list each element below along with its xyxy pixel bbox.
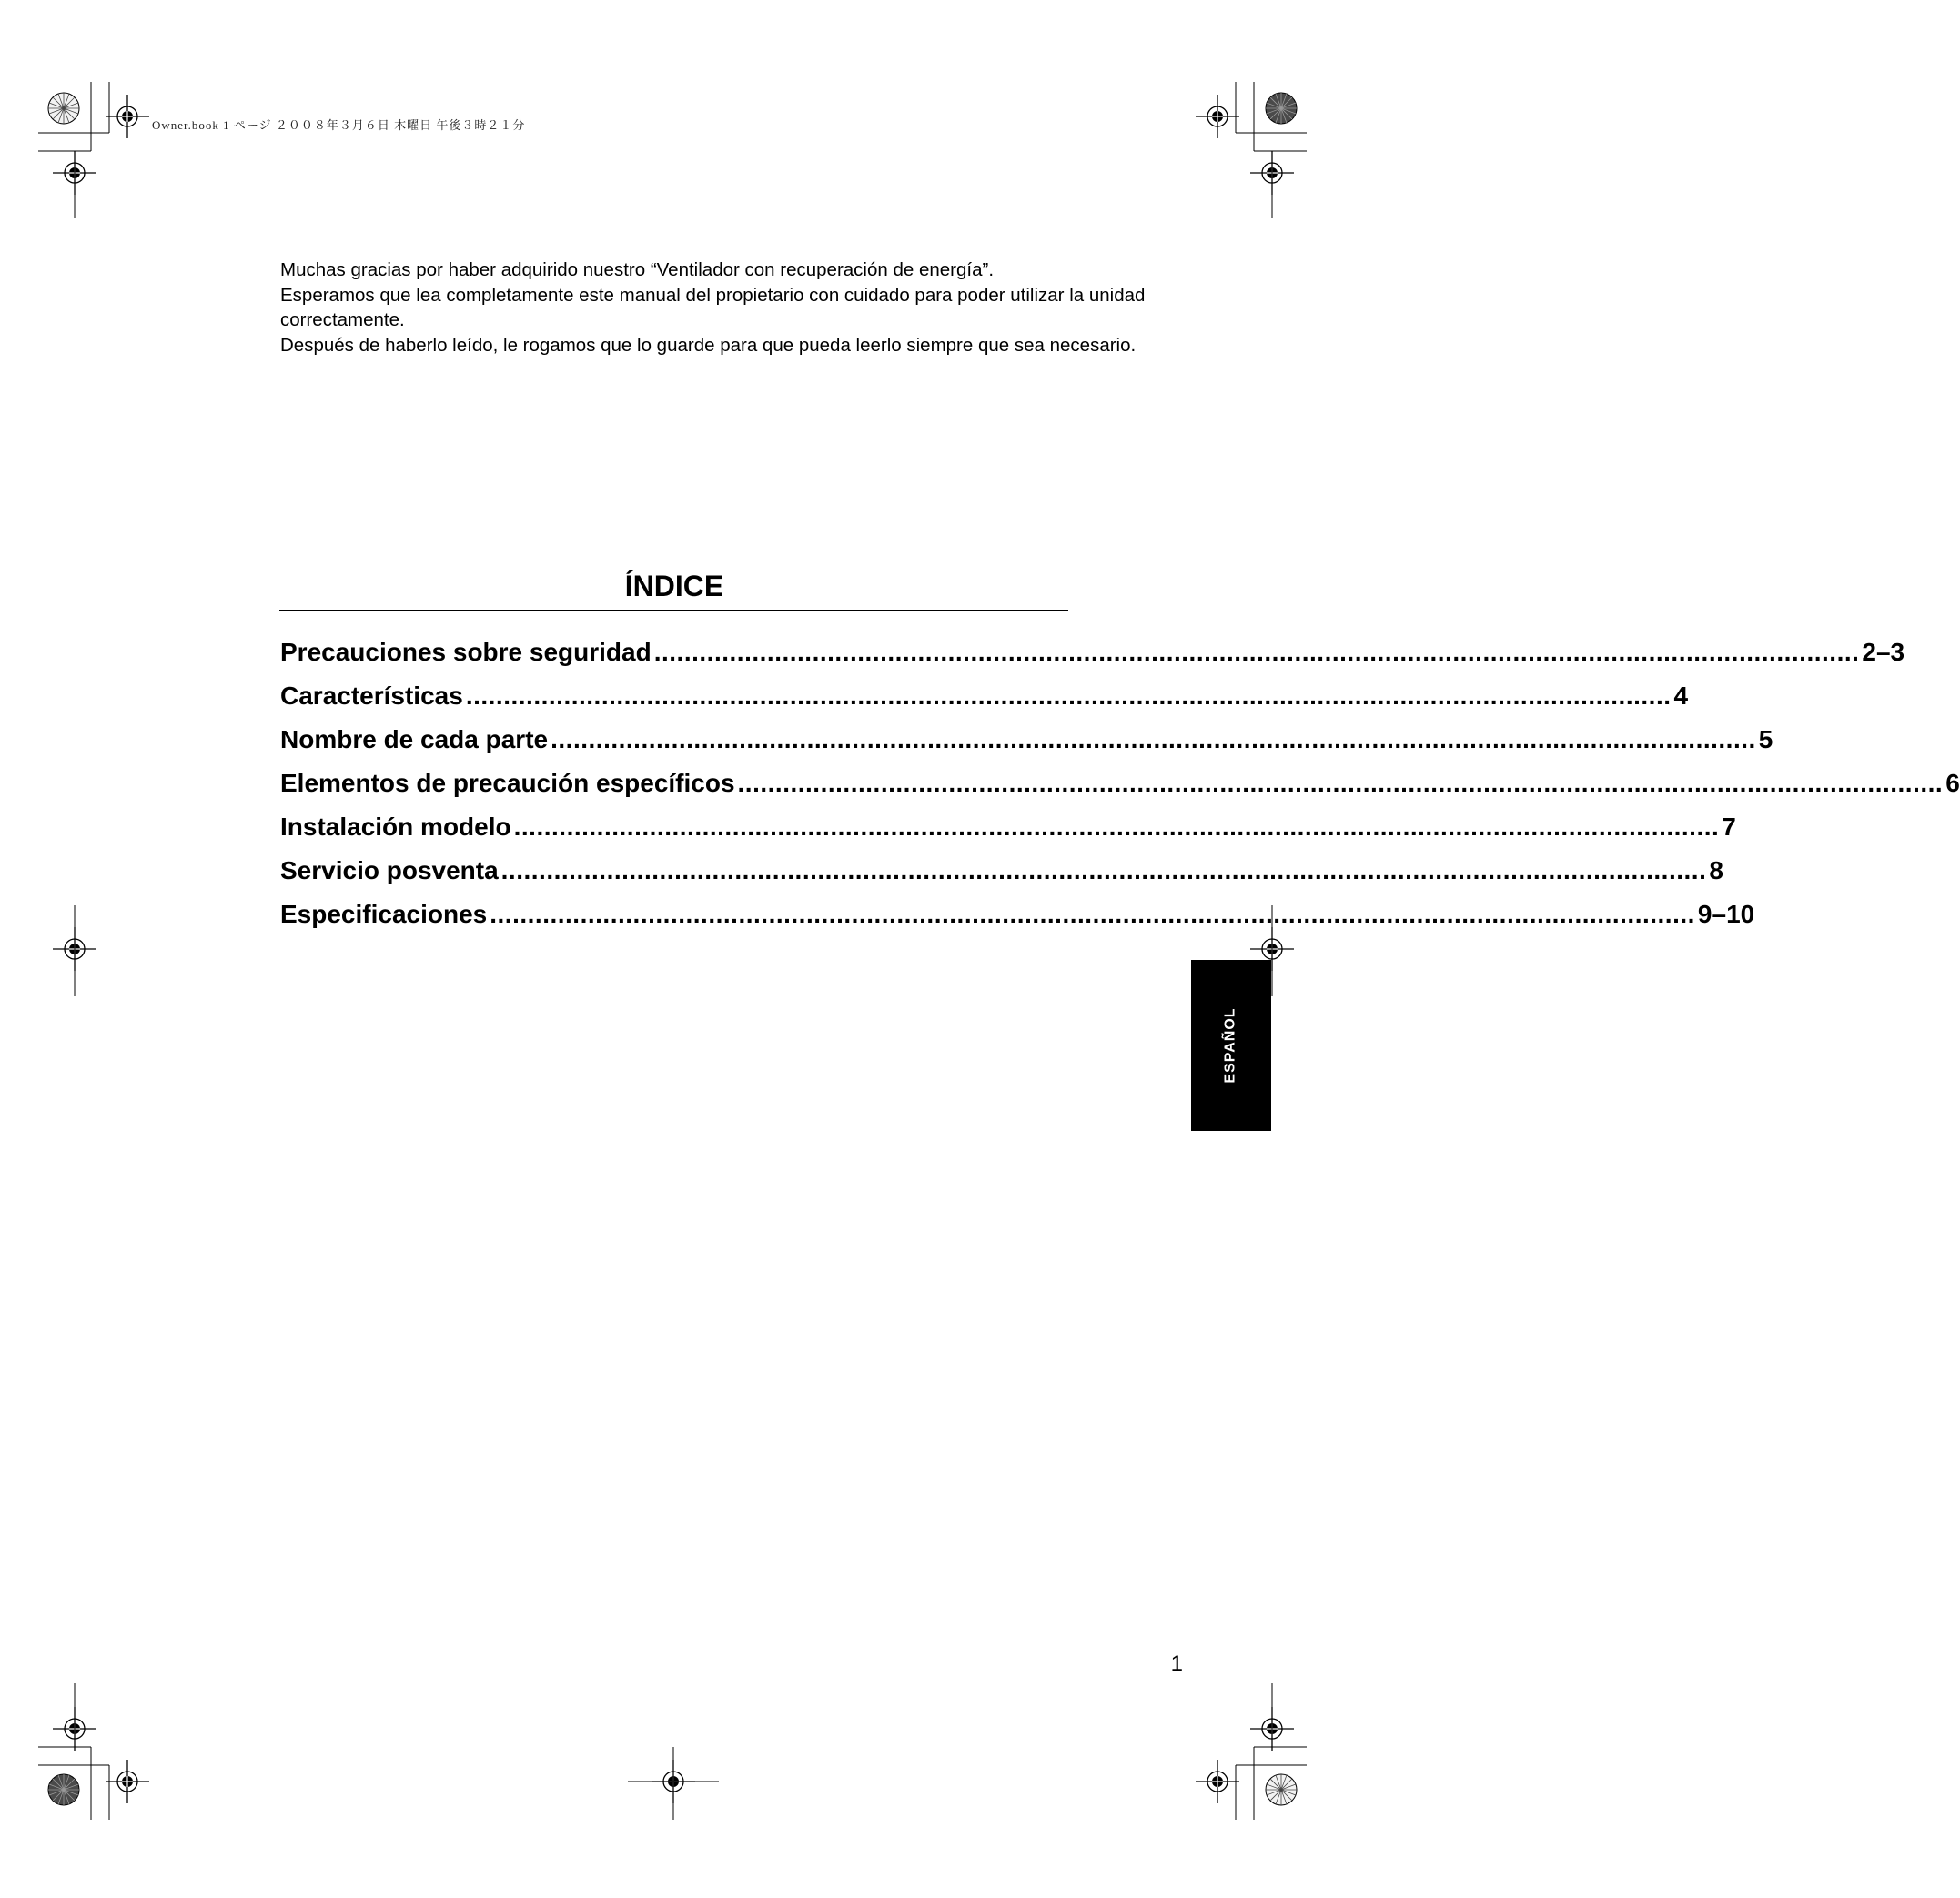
print-slug: Owner.book 1 ページ ２００８年３月６日 木曜日 午後３時２１分 [152,118,526,132]
toc-entry-page: 9–10 [1697,900,1755,928]
toc-entry[interactable] [280,634,1905,678]
intro-paragraph: Muchas gracias por haber adquirido nuestro “Ventilador con recuperación de energía”. [280,259,995,280]
toc-entry[interactable] [280,678,1689,722]
toc-entry[interactable] [280,853,1723,896]
toc-leader: ................................................................................................................................................................ [490,900,1695,928]
toc-entry-page: 6 [1945,769,1960,797]
intro-text [280,257,1199,358]
toc-leader: ................................................................................................................................................................ [737,769,1944,797]
toc-entry-label: Características [280,681,463,710]
language-tab-label: ESPAÑOL [1223,1007,1238,1084]
toc-entry-page: 2–3 [1862,638,1905,666]
toc-entry-label: Elementos de precaución específicos [280,769,735,797]
toc-entry[interactable] [280,765,1960,809]
toc-entry[interactable] [280,896,1755,940]
toc-entry[interactable] [280,722,1773,765]
toc-leader: ................................................................................................................................................................ [500,856,1707,884]
page-number: 1 [1170,1651,1183,1676]
language-tab [1191,960,1271,1131]
toc-entry-page: 7 [1722,813,1736,841]
toc-divider [279,610,1068,611]
toc-entry[interactable] [280,809,1736,853]
table-of-contents [280,634,1960,940]
toc-entry-label: Instalación modelo [280,813,511,841]
toc-entry-label: Servicio posventa [280,856,499,884]
toc-entry-page: 8 [1709,856,1723,884]
intro-paragraph: Esperamos que lea completamente este manual del propietario con cuidado para poder utilizar la unidad correctamente. [280,284,1146,330]
toc-leader: ................................................................................................................................................................ [465,681,1672,710]
toc-leader: ................................................................................................................................................................ [653,638,1860,666]
toc-entry-page: 5 [1758,725,1773,753]
toc-leader: ................................................................................................................................................................ [551,725,1756,753]
toc-entry-label: Especificaciones [280,900,488,928]
intro-paragraph: Después de haberlo leído, le rogamos que lo guarde para que pueda leerlo siempre que sea necesario. [280,334,1137,356]
toc-entry-page: 4 [1673,681,1689,710]
toc-entry-label: Precauciones sobre seguridad [280,638,652,666]
toc-leader: ................................................................................................................................................................ [513,813,1720,841]
toc-title: ÍNDICE [624,570,724,602]
toc-entry-label: Nombre de cada parte [280,725,549,753]
